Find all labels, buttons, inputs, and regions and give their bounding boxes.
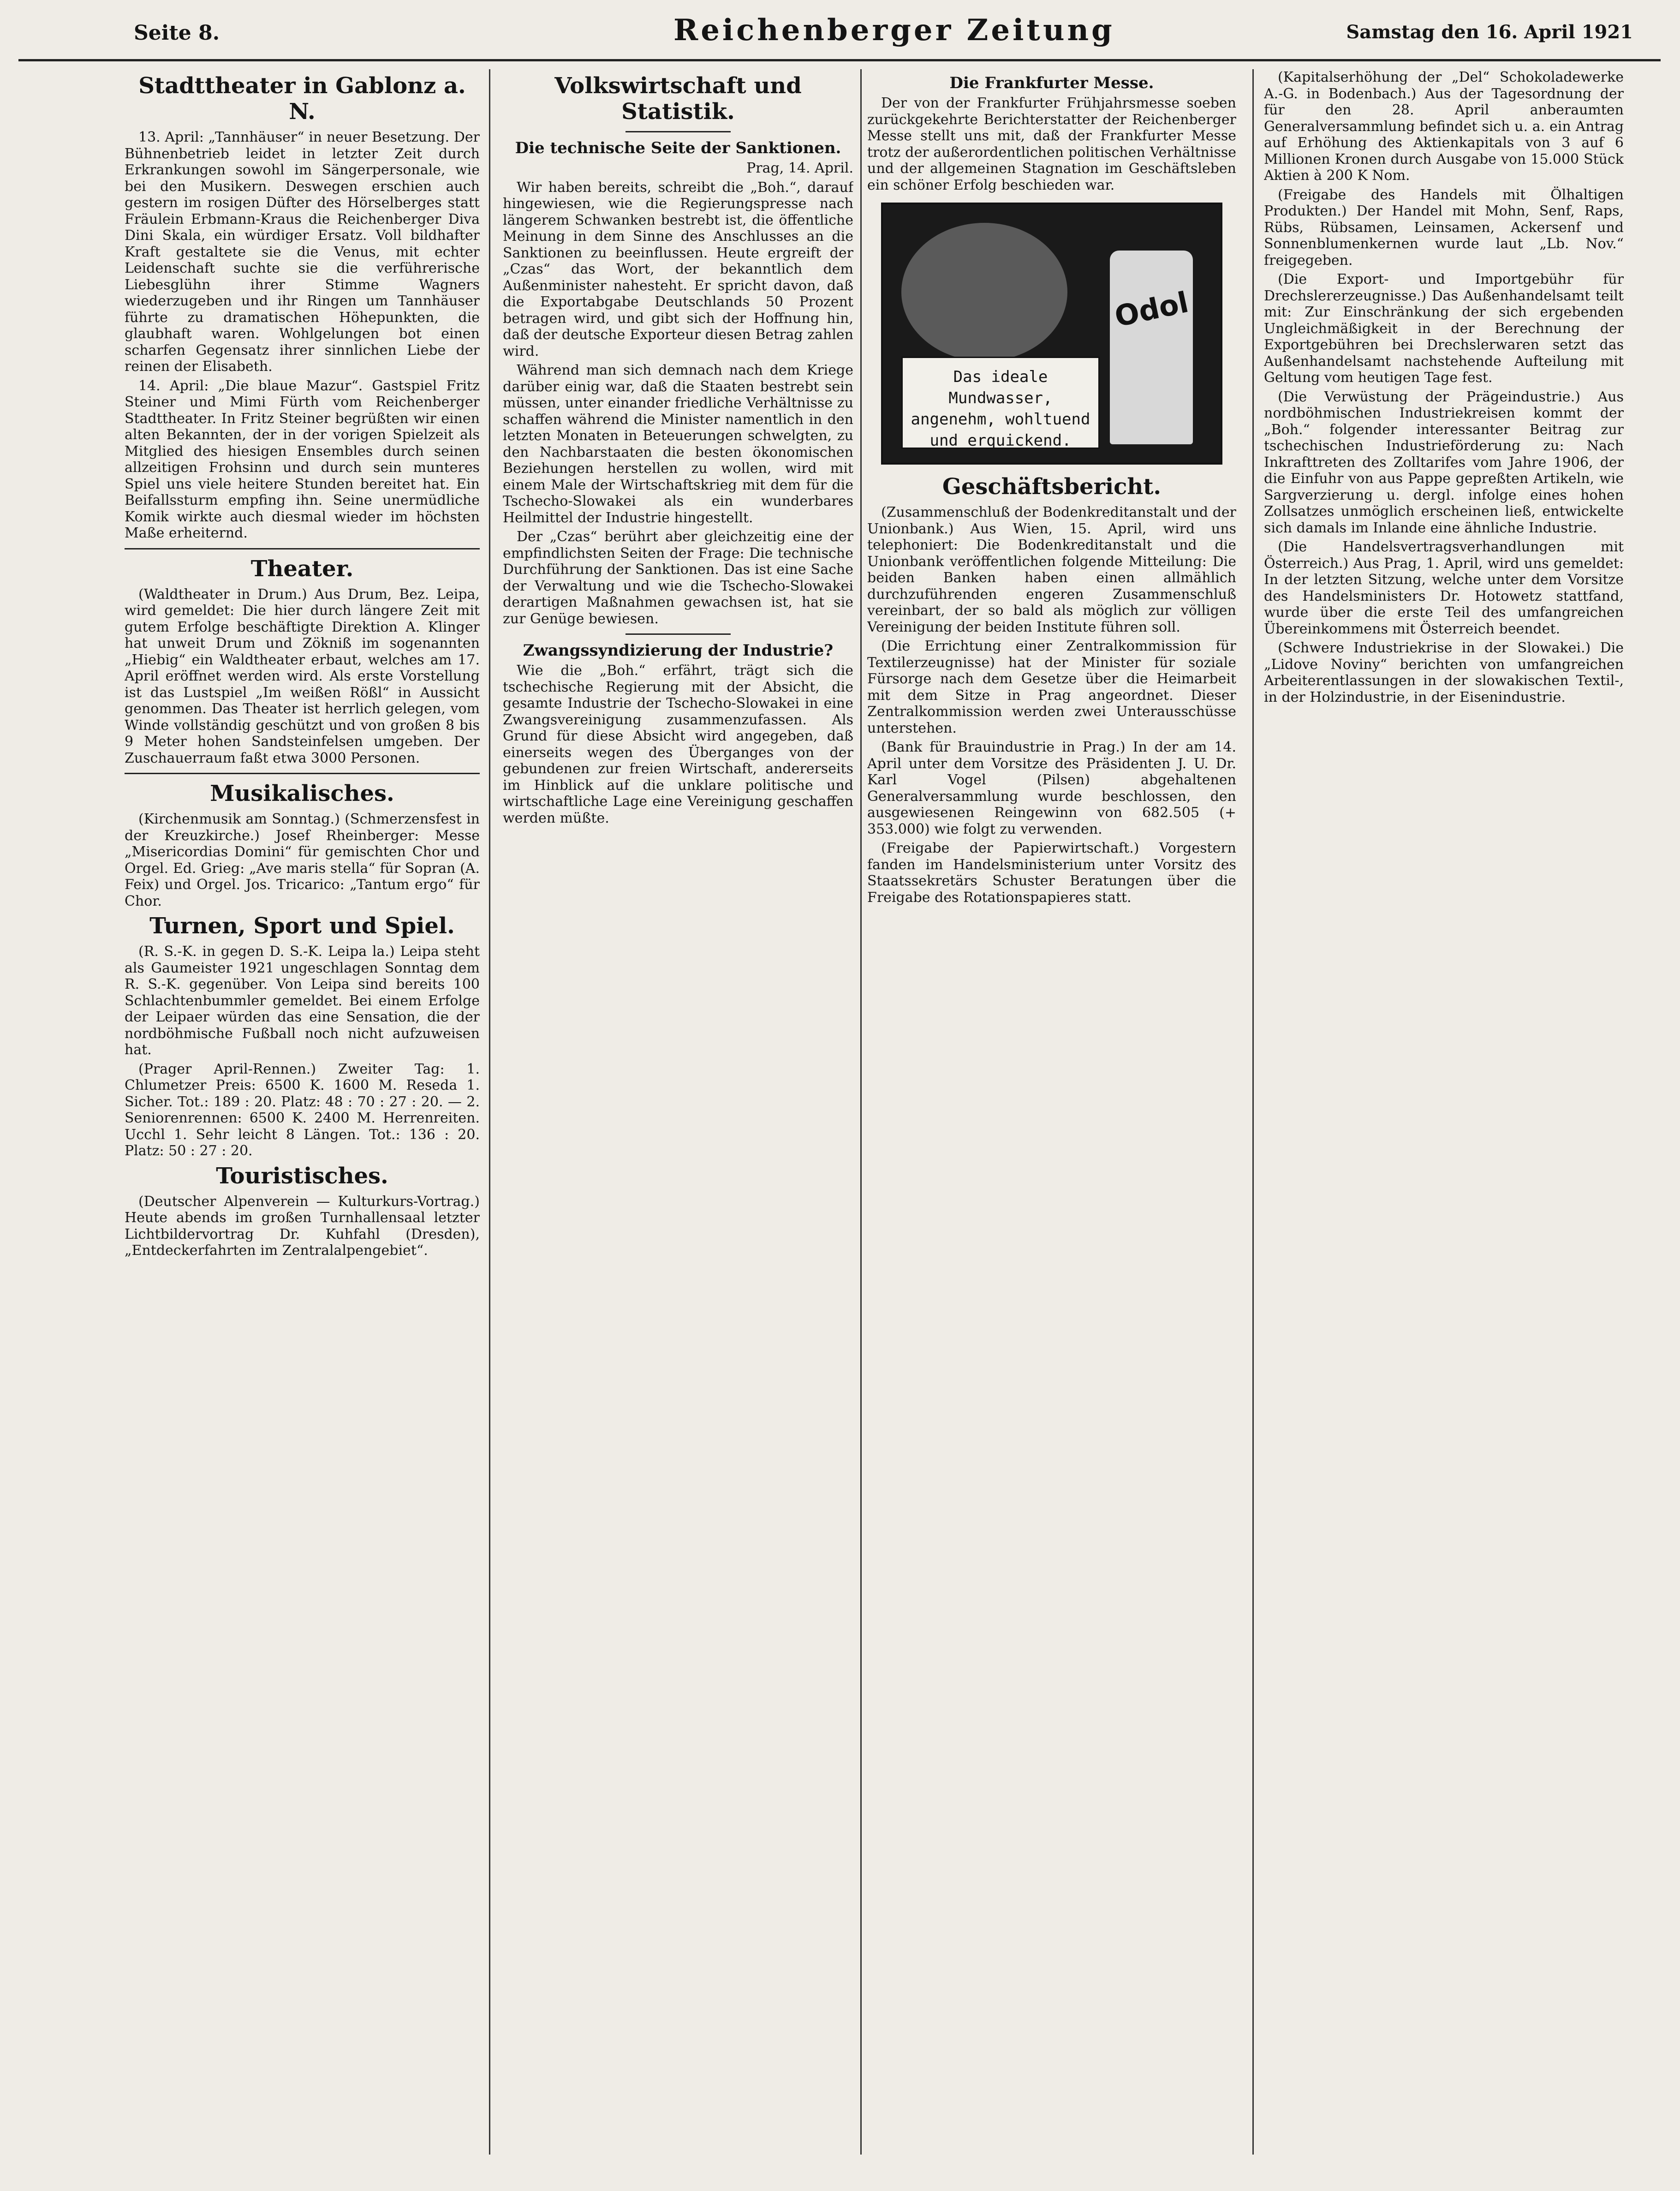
newspaper-title: Reichenberger Zeitung	[673, 13, 1115, 48]
column-4	[1264, 69, 1624, 2155]
article-paragraph: (Waldtheater in Drum.) Aus Drum, Bez. Leipa, wird gemeldet: Die hier durch längere Zeit mit gutem Erfolge beschäftigte Direktion A. Klinger hat unweit Drum und Zökniß im sogenannten „Hiebig“ ein Waldtheater erbaut, welches am 17. April eröffnet werden wird. Als erste Vorstellung ist das Lustspiel „Im weißen Rößl“ in Aussicht genommen. Das Theater ist herrlich gelegen, vom Winde vollständig geschützt und von großen 8 bis 9 Meter hohen Sandsteinfelsen umgeben. Der Zuschauerraum faßt etwa 3000 Personen.	[125, 586, 480, 766]
article-paragraph: (Die Handelsvertragsverhandlungen mit Österreich.) Aus Prag, 1. April, wird uns gemeldet: In der letzten Sitzung, welche unter dem Vorsitze des Handelsministers Dr. Hotowetz stattfand, wurde über die erste Teil des umfangreichen Übereinkommens mit Österreich beendet.	[1264, 539, 1624, 637]
article-paragraph: (Zusammenschluß der Bodenkreditanstalt und der Unionbank.) Aus Wien, 15. April, wird uns telephoniert: Die Bodenkreditanstalt und die Unionbank veröffentlichen folgende Mitteilung: Die beiden Banken haben einen allmählich durchzuführenden engeren Zusammenschluß vereinbart, der so bald als möglich zur völligen Vereinigung der beiden Institute führen soll.	[867, 504, 1236, 635]
article-paragraph: 13. April: „Tannhäuser“ in neuer Besetzung. Der Bühnenbetrieb leidet in letzter Zeit durch Erkrankungen sowohl im Sängerpersonale, wie bei den Musikern. Deswegen erschien auch gestern im rosigen Düfter des Hörselberges statt Fräulein Erbmann-Kraus die Reichenberger Diva Dini Skala, ein würdiger Ersatz. Voll bildhafter Kraft gestaltete sie die Venus, mit echter Leidenschaft suchte sie die verführerische Liebesglühn ihrer Stimme Wagners wiederzugeben und ihr Ringen um Tannhäuser führte zu dramatischen Höhepunkten, die glaubhaft waren. Wohlgelungen bot einen scharfen Gegensatz ihrer sinnlichen Liebe der reinen der Elisabeth.	[125, 129, 480, 375]
heading-stadttheater: Stadttheater in Gablonz a. N.	[138, 73, 466, 125]
heading-volkswirtschaft: Volkswirtschaft und Statistik.	[554, 73, 802, 125]
article-paragraph: (Deutscher Alpenverein — Kulturkurs-Vortrag.) Heute abends im großen Turnhallensaal letzter Lichtbildervortrag Dr. Kuhfahl (Dresden), „Entdeckerfahrten im Zentralalpengebiet“.	[125, 1193, 480, 1259]
article-paragraph: Der von der Frankfurter Frühjahrsmesse soeben zurückgekehrte Berichterstatter der Reichenberger Messe stellt uns mit, daß der Frankfurter Messe trotz der außerordentlichen politischen Verhältnisse und der allgemeinen Stagnation im Geschäftsleben ein schöner Erfolg beschieden war.	[867, 95, 1236, 193]
odol-bottle-illustration	[1110, 251, 1193, 444]
heading-zwangssyndizierung: Zwangssyndizierung der Industrie?	[523, 641, 834, 660]
heading-musikalisches: Musikalisches.	[210, 781, 394, 806]
heading-frankfurter-messe: Die Frankfurter Messe.	[949, 74, 1154, 92]
column-3	[867, 69, 1236, 2155]
article-paragraph: (Bank für Brauindustrie in Prag.) In der am 14. April unter dem Vorsitze des Präsidenten J. U. Dr. Karl Vogel (Pilsen) abgehaltenen Generalversammlung wurde beschlossen, den ausgewiesenen Reingewinn von 682.505 (+ 353.000) wie folgt zu verwenden.	[867, 739, 1236, 837]
dateline: Prag, 14. April.	[746, 160, 853, 176]
article-paragraph: (Die Verwüstung der Prägeindustrie.) Aus nordböhmischen Industriekreisen kommt der „Boh.“ folgender interessanter Beitrag zur tschechischen Industrieförderung zu: Nach Inkrafttreten des Zolltarifes vom Jahre 1906, der die Einfuhr von aus Pappe gepreßten Artikeln, wie Sargverzierung u. dergl. infolge eines hohen Zollsatzes unmöglich erscheinen ließ, entwickelte sich damals im Inlande eine ähnliche Industrie.	[1264, 388, 1624, 536]
article-paragraph: (Prager April-Rennen.) Zweiter Tag: 1. Chlumetzer Preis: 6500 K. 1600 M. Reseda 1. Sicher. Tot.: 189 : 20. Platz: 48 : 70 : 27 : 20. — 2. Seniorenrennen: 6500 K. 2400 M. Herrenreiten. Ucchl 1. Sehr leicht 8 Längen. Tot.: 136 : 20. Platz: 50 : 27 : 20.	[125, 1061, 480, 1159]
column-rule	[1252, 69, 1254, 2155]
article-paragraph: (Freigabe der Papierwirtschaft.) Vorgestern fanden im Handelsministerium unter Vorsitz des Staatssekretärs Schuster Beratungen über die Freigabe des Rotationspapieres statt.	[867, 840, 1236, 906]
heading-theater: Theater.	[250, 555, 354, 582]
column-2	[503, 69, 853, 2155]
divider	[125, 773, 480, 774]
article-paragraph: Während man sich demnach nach dem Kriege darüber einig war, daß die Staaten bestrebt sein müssen, unter einander friedliche Verhältnisse zu schaffen während die Minister namentlich in den letzten Monaten in Beteuerungen schwelgten, zu den Nachbarstaaten die besten ökonomischen Beziehungen herstellen zu wollen, wird mit einem Male der Wirtschaftskrieg mit dem für die Tschecho-Slowakei als ein wunderbares Heilmittel der Industrie hingestellt.	[503, 362, 853, 526]
ad-brand: Odol	[1112, 285, 1191, 334]
article-paragraph: (Kapitalserhöhung der „Del“ Schokoladewerke A.-G. in Bodenbach.) Aus der Tagesordnung der für den 28. April anberaumten Generalversammlung befindet sich u. a. ein Antrag auf Erhöhung des Aktienkapitals von 3 auf 6 Millionen Kronen durch Ausgabe von 15.000 Stück Aktien à 200 K Nom.	[1264, 69, 1624, 184]
divider	[626, 131, 731, 132]
heading-geschaeftsbericht: Geschäftsbericht.	[942, 474, 1162, 500]
article-paragraph: Der „Czas“ berührt aber gleichzeitig eine der empfindlichsten Seiten der Frage: Die technische Durchführung der Sanktionen. Das ist eine Sache der Verwaltung und wie die Tschecho-Slowakei derartigen Maßnahmen gewachsen ist, hat sie zur Genüge bewiesen.	[503, 529, 853, 627]
page-label: Seite 8.	[134, 21, 220, 45]
heading-sanktionen: Die technische Seite der Sanktionen.	[515, 139, 841, 157]
article-paragraph: (Schwere Industriekrise in der Slowakei.) Die „Lidove Noviny“ berichten von umfangreichen Arbeiterentlassungen in der slowakischen Textil-, in der Holzindustrie, in der Eisenindustrie.	[1264, 640, 1624, 705]
article-paragraph: (Kirchenmusik am Sonntag.) (Schmerzensfest in der Kreuzkirche.) Josef Rheinberger: Messe „Misericordias Domini“ für gemischten Chor und Orgel. Ed. Grieg: „Ave maris stella“ für Sopran (A. Feix) und Orgel. Jos. Tricarico: „Tantum ergo“ für Chor.	[125, 811, 480, 909]
heading-touristisches: Touristisches.	[216, 1163, 388, 1189]
heading-turnen: Turnen, Sport und Spiel.	[149, 913, 455, 939]
ad-slogan: Das ideale Mundwasser, angenehm, wohltuend und erquickend.	[901, 357, 1100, 449]
column-rule	[860, 69, 862, 2155]
article-paragraph: Wie die „Boh.“ erfährt, trägt sich die tschechische Regierung mit der Absicht, die gesamte Industrie der Tschecho-Slowakei in eine Zwangsvereinigung zusammenzufassen. Als Grund für diese Absicht wird angegeben, daß einerseits wegen des Überganges von der gebundenen zur freien Wirtschaft, andererseits im Hinblick auf die unklare politische und wirtschaftliche Lage eine Vereinigung geschaffen werden müßte.	[503, 663, 853, 826]
article-paragraph: Wir haben bereits, schreibt die „Boh.“, darauf hingewiesen, wie die Regierungspresse nach längerem Schwanken bestrebt ist, die öffentliche Meinung in dem Sinne des Anschlusses an die Sanktionen zu beeinflussen. Heute ergreift der „Czas“ das Wort, der bekanntlich dem Außenminister nahesteht. Er spricht davon, daß die Exportabgabe Deutschlands 50 Prozent betragen wird, und gibt sich der Hoffnung hin, daß der deutsche Exporteur diesen Betrag zahlen wird.	[503, 179, 853, 359]
article-paragraph: (R. S.-K. in gegen D. S.-K. Leipa la.) Leipa steht als Gaumeister 1921 ungeschlagen Sonntag dem R. S.-K. gegenüber. Von Leipa sind bereits 100 Schlachtenbummler gemeldet. Bei einem Erfolge der Leipaer würden das eine Sensation, die der nordböhmische Fußball noch nicht aufzuweisen hat.	[125, 943, 480, 1058]
odol-advertisement	[881, 203, 1222, 465]
column-rule	[489, 69, 490, 2155]
column-1	[125, 69, 480, 2155]
article-paragraph: (Die Export- und Importgebühr für Drechslererzeugnisse.) Das Außenhandelsamt teilt mit: Zur Einschränkung der sich ergebenden Ungleichmäßigkeit in der Berechnung der Exportgebühren bei Drechslerwaren setzt das Außenhandelsamt nachstehende Aufteilung mit Geltung vom heutigen Tage fest.	[1264, 271, 1624, 386]
article-paragraph: 14. April: „Die blaue Mazur“. Gastspiel Fritz Steiner und Mimi Fürth vom Reichenberger Stadttheater. In Fritz Steiner begrüßten wir einen alten Bekannten, der in der vorigen Spielzeit als Mitglied des hiesigen Ensembles durch seinen allzeitigen Frohsinn und durch sein munteres Spiel uns viele heitere Stunden bereitet hat. Ein Beifallssturm empfing ihn. Seine unermüdliche Komik wirkte auch diesmal wieder im höchsten Maße erheiternd.	[125, 377, 480, 541]
masthead	[18, 4, 1661, 61]
article-paragraph: (Freigabe des Handels mit Ölhaltigen Produkten.) Der Handel mit Mohn, Senf, Raps, Rübs, Rübsamen, Leinsamen, Ackersenf und Sonnenblumenkernen wurde laut „Lb. Nov.“ freigegeben.	[1264, 186, 1624, 269]
ad-illustration	[901, 223, 1067, 361]
divider	[125, 548, 480, 549]
article-paragraph: (Die Errichtung einer Zentralkommission für Textilerzeugnisse) hat der Minister für soziale Fürsorge nach dem Gesetze über die Heimarbeit mit dem Sitze in Prag angeordnet. Dieser Zentralkommission werden zwei Unterausschüsse unterstehen.	[867, 638, 1236, 736]
issue-date: Samstag den 16. April 1921	[1346, 21, 1633, 43]
divider	[626, 633, 731, 635]
